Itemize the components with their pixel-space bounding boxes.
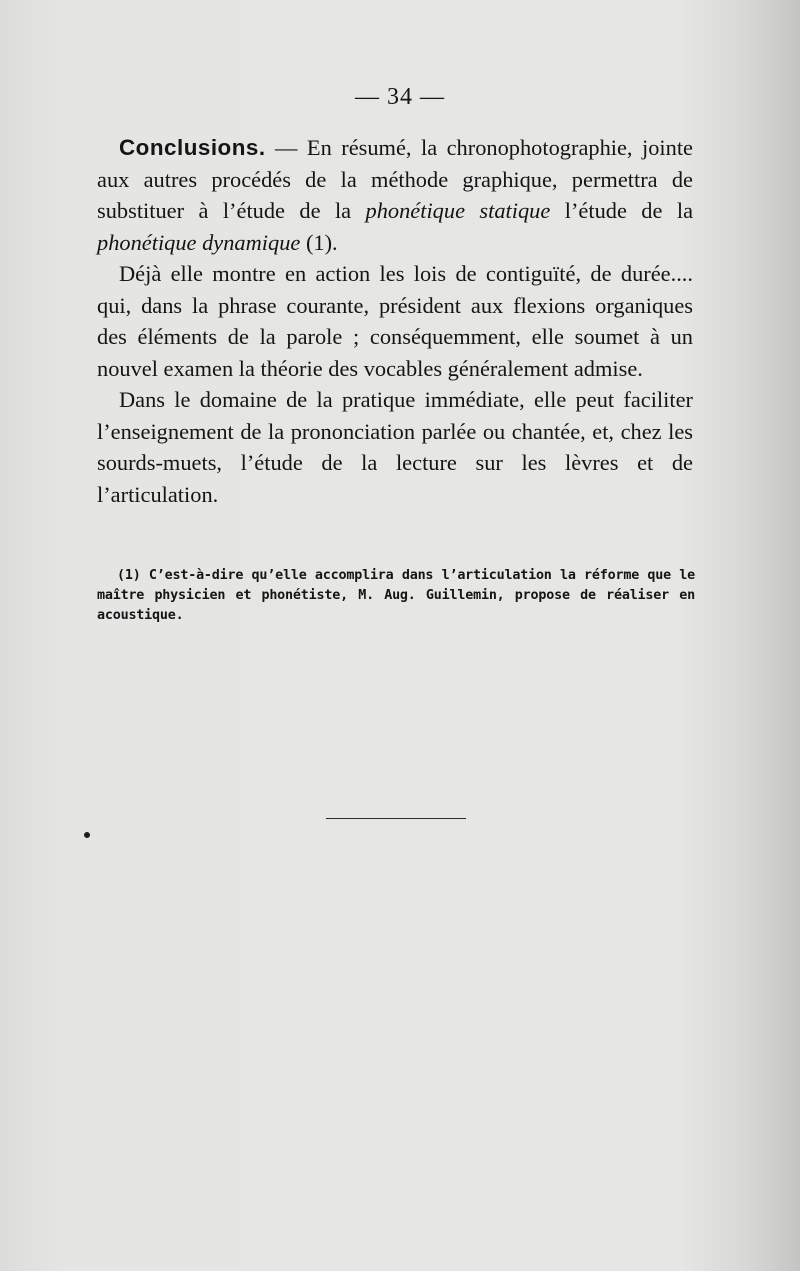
page-number: — 34 — xyxy=(355,84,445,110)
paragraph-text: — En résumé, la chronophotographie, jointe aux autres procédés de la méthode graphique, permettra de substituer à l’étude de la xyxy=(97,135,693,223)
body-text xyxy=(97,132,693,510)
italic-term: phonétique dynamique xyxy=(97,229,301,255)
ink-speck xyxy=(84,832,90,838)
section-divider xyxy=(326,818,466,819)
paragraph-domaine: Dans le domaine de la pratique immédiate, elle peut faciliter l’enseignement de la prononciation parlée ou chantée, et, chez les sourds-muets, l’étude de la lecture sur les lèvres et de l’articulation. xyxy=(97,387,693,507)
paragraph-conclusions xyxy=(97,132,693,258)
italic-term: phonétique statique xyxy=(365,198,551,223)
section-heading: Conclusions. xyxy=(119,135,266,160)
paragraph-text: l’étude de la xyxy=(550,198,694,223)
footnote-reference: (1). xyxy=(300,229,338,255)
paragraph-deja: Déjà elle montre en action les lois de contiguïté, de durée.... qui, dans la phrase courante, président aux flexions organiques des éléments de la parole ; conséquemment, elle soumet à un nouvel examen la théorie des vocables généralement admise. xyxy=(97,261,693,381)
footnote: (1) C’est-à-dire qu’elle accomplira dans l’articulation la réforme que le maître physicien et phonétiste, M. Aug. Guillemin, propose de réaliser en acoustique. xyxy=(97,568,695,623)
